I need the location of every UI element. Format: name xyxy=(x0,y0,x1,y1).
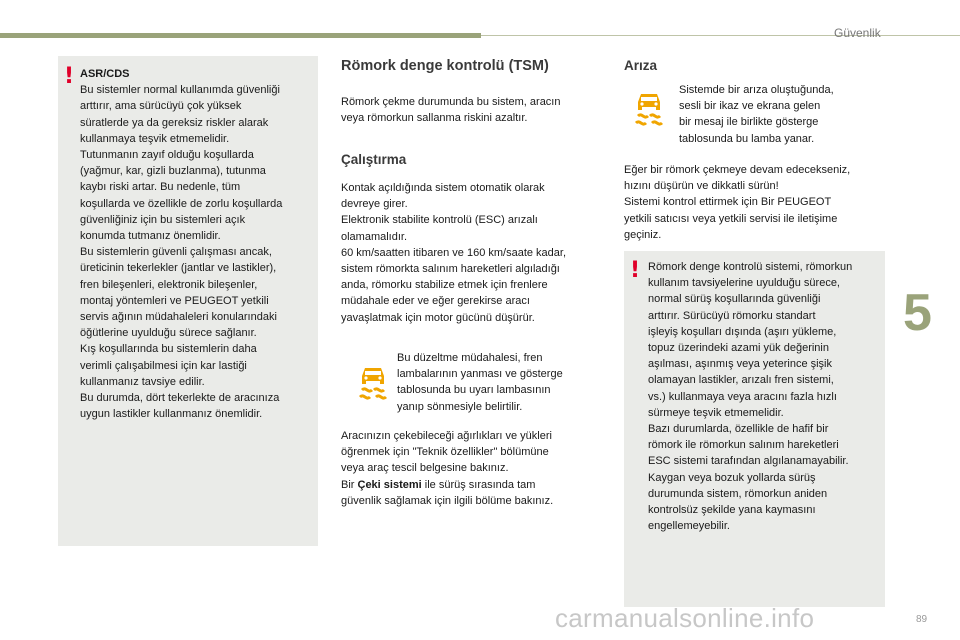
top-divider xyxy=(481,35,960,36)
fault-lamp-text: Sistemde bir arıza oluştuğunda, sesli bir ikaz ve ekrana gelen bir mesaj ile birlikte gösterge tablosunda bu lamba yanar. xyxy=(679,84,834,145)
exclamation-icon: ! xyxy=(630,258,641,283)
warning-asr-title: ASR/CDS xyxy=(80,68,130,80)
tsm-lamp-text: Bu düzeltme müdahalesi, fren lambalarının yanması ve gösterge tablosunda bu uyarı lambasının yanıp sönmesiyle belirtilir. xyxy=(397,352,563,413)
stability-lamp-icon xyxy=(356,364,390,400)
stability-lamp-icon xyxy=(632,90,666,126)
weights-text: Aracınızın çekebileceği ağırlıkları ve yükleri öğrenmek için "Teknik özellikler" bölümüne veya araç tescil belgesine bakınız. Bir Çeki sistemi ile sürüş sırasında tam güvenlik sağlamak için ilgili bölüme bakınız. xyxy=(341,428,611,509)
warning-asr-text: ASR/CDS Bu sistemler normal kullanımda güvenliği arttırır, ama sürücüyü çok yüksek süratlerde ya da gereksiz riskler alarak kullanmaya teşvik etmemelidir. Tutunmanın zayıf olduğu koşullarda (yağmur, kar, gizli buzlanma), tutunma kaybı riski artar. Bu nedenle, tüm koşullarda ve özellikle de zorlu koşullarda güvenliğiniz için bu sistemleri açık konumda tutmanız önemlidir. Bu sistemlerin güvenli çalışması ancak, üreticinin tekerlekler (jantlar ve lastikler), fren bileşenleri, elektronik bileşenler, montaj yöntemleri ve PEUGEOT yetkili servis ağının müdahaleleri konularındaki öğütlerine uyulduğu sürece sağlanır. Kış koşullarında bu sistemlerin daha verimli çalışabilmesi için kar lastiği kullanmanız tavsiye edilir. Bu durumda, dört tekerlekte de aracınıza uygun lastikler kullanmanız önemlidir. xyxy=(80,66,316,422)
section-title: Güvenlik xyxy=(834,26,881,40)
towing-reference: Bir Çeki sistemi ile sürüş sırasında tam xyxy=(341,478,536,491)
exclamation-icon: ! xyxy=(64,64,75,89)
fault-advice: Eğer bir römork çekmeye devam edecekseniz, hızını düşürün ve dikkatli sürün! Sistemi kontrol ettirmek için Bir PEUGEOT yetkili satıcısı veya yetkili servisi ile iletişime geçiniz. xyxy=(624,164,851,241)
tsm-intro: Römork çekme durumunda bu sistem, aracın veya römorkun sallanma riskini azaltır. xyxy=(341,96,561,125)
operation-heading: Çalıştırma xyxy=(341,152,407,167)
top-accent-bar xyxy=(0,33,481,38)
chapter-number: 5 xyxy=(903,284,932,342)
page-number: 89 xyxy=(916,614,928,625)
fault-heading: Arıza xyxy=(624,58,658,73)
operation-text: Kontak açıldığında sistem otomatik olarak devreye girer. Elektronik stabilite kontrolü (ESC) arızalı olamamalıdır. 60 km/saatten itibaren ve 160 km/saate kadar, sistem römorkta salınım hareketleri algıladığı anda, römorku stabilize etmek için frenlere müdahale eder ve eğer gerekirse aracı yavaşlatmak için motor gücünü düşürür. xyxy=(341,182,567,324)
warning-tsm-text: Römork denge kontrolü sistemi, römorkun kullanım tavsiyelerine uyulduğu sürece, normal sürüş koşullarında güvenliği arttırır. Sürücüyü römorku standart işleyiş koşulları dışında (aşırı yükleme, topuz üzerindeki azami yük değerinin aşılması, aşınmış veya yeterince şişik olamayan lastikler, arızalı fren sistemi, vs.) kullanmaya veya aracını fazla hızlı sürmeye teşvik etmemelidir. Bazı durumlarda, özellikle de hafif bir römork ile römorkun salınım hareketleri ESC sistemi tarafından algılanamayabilir. Kaygan veya bozuk yollarda sürüş durumunda sistem, römorkun aniden kontrolsüz şekilde yana kaymasını engellemeyebilir. xyxy=(648,261,853,533)
watermark: carmanualsonline.info xyxy=(555,603,815,633)
towing-system-link: Çeki sistemi xyxy=(357,478,422,491)
tsm-heading: Römork denge kontrolü (TSM) xyxy=(341,58,549,74)
